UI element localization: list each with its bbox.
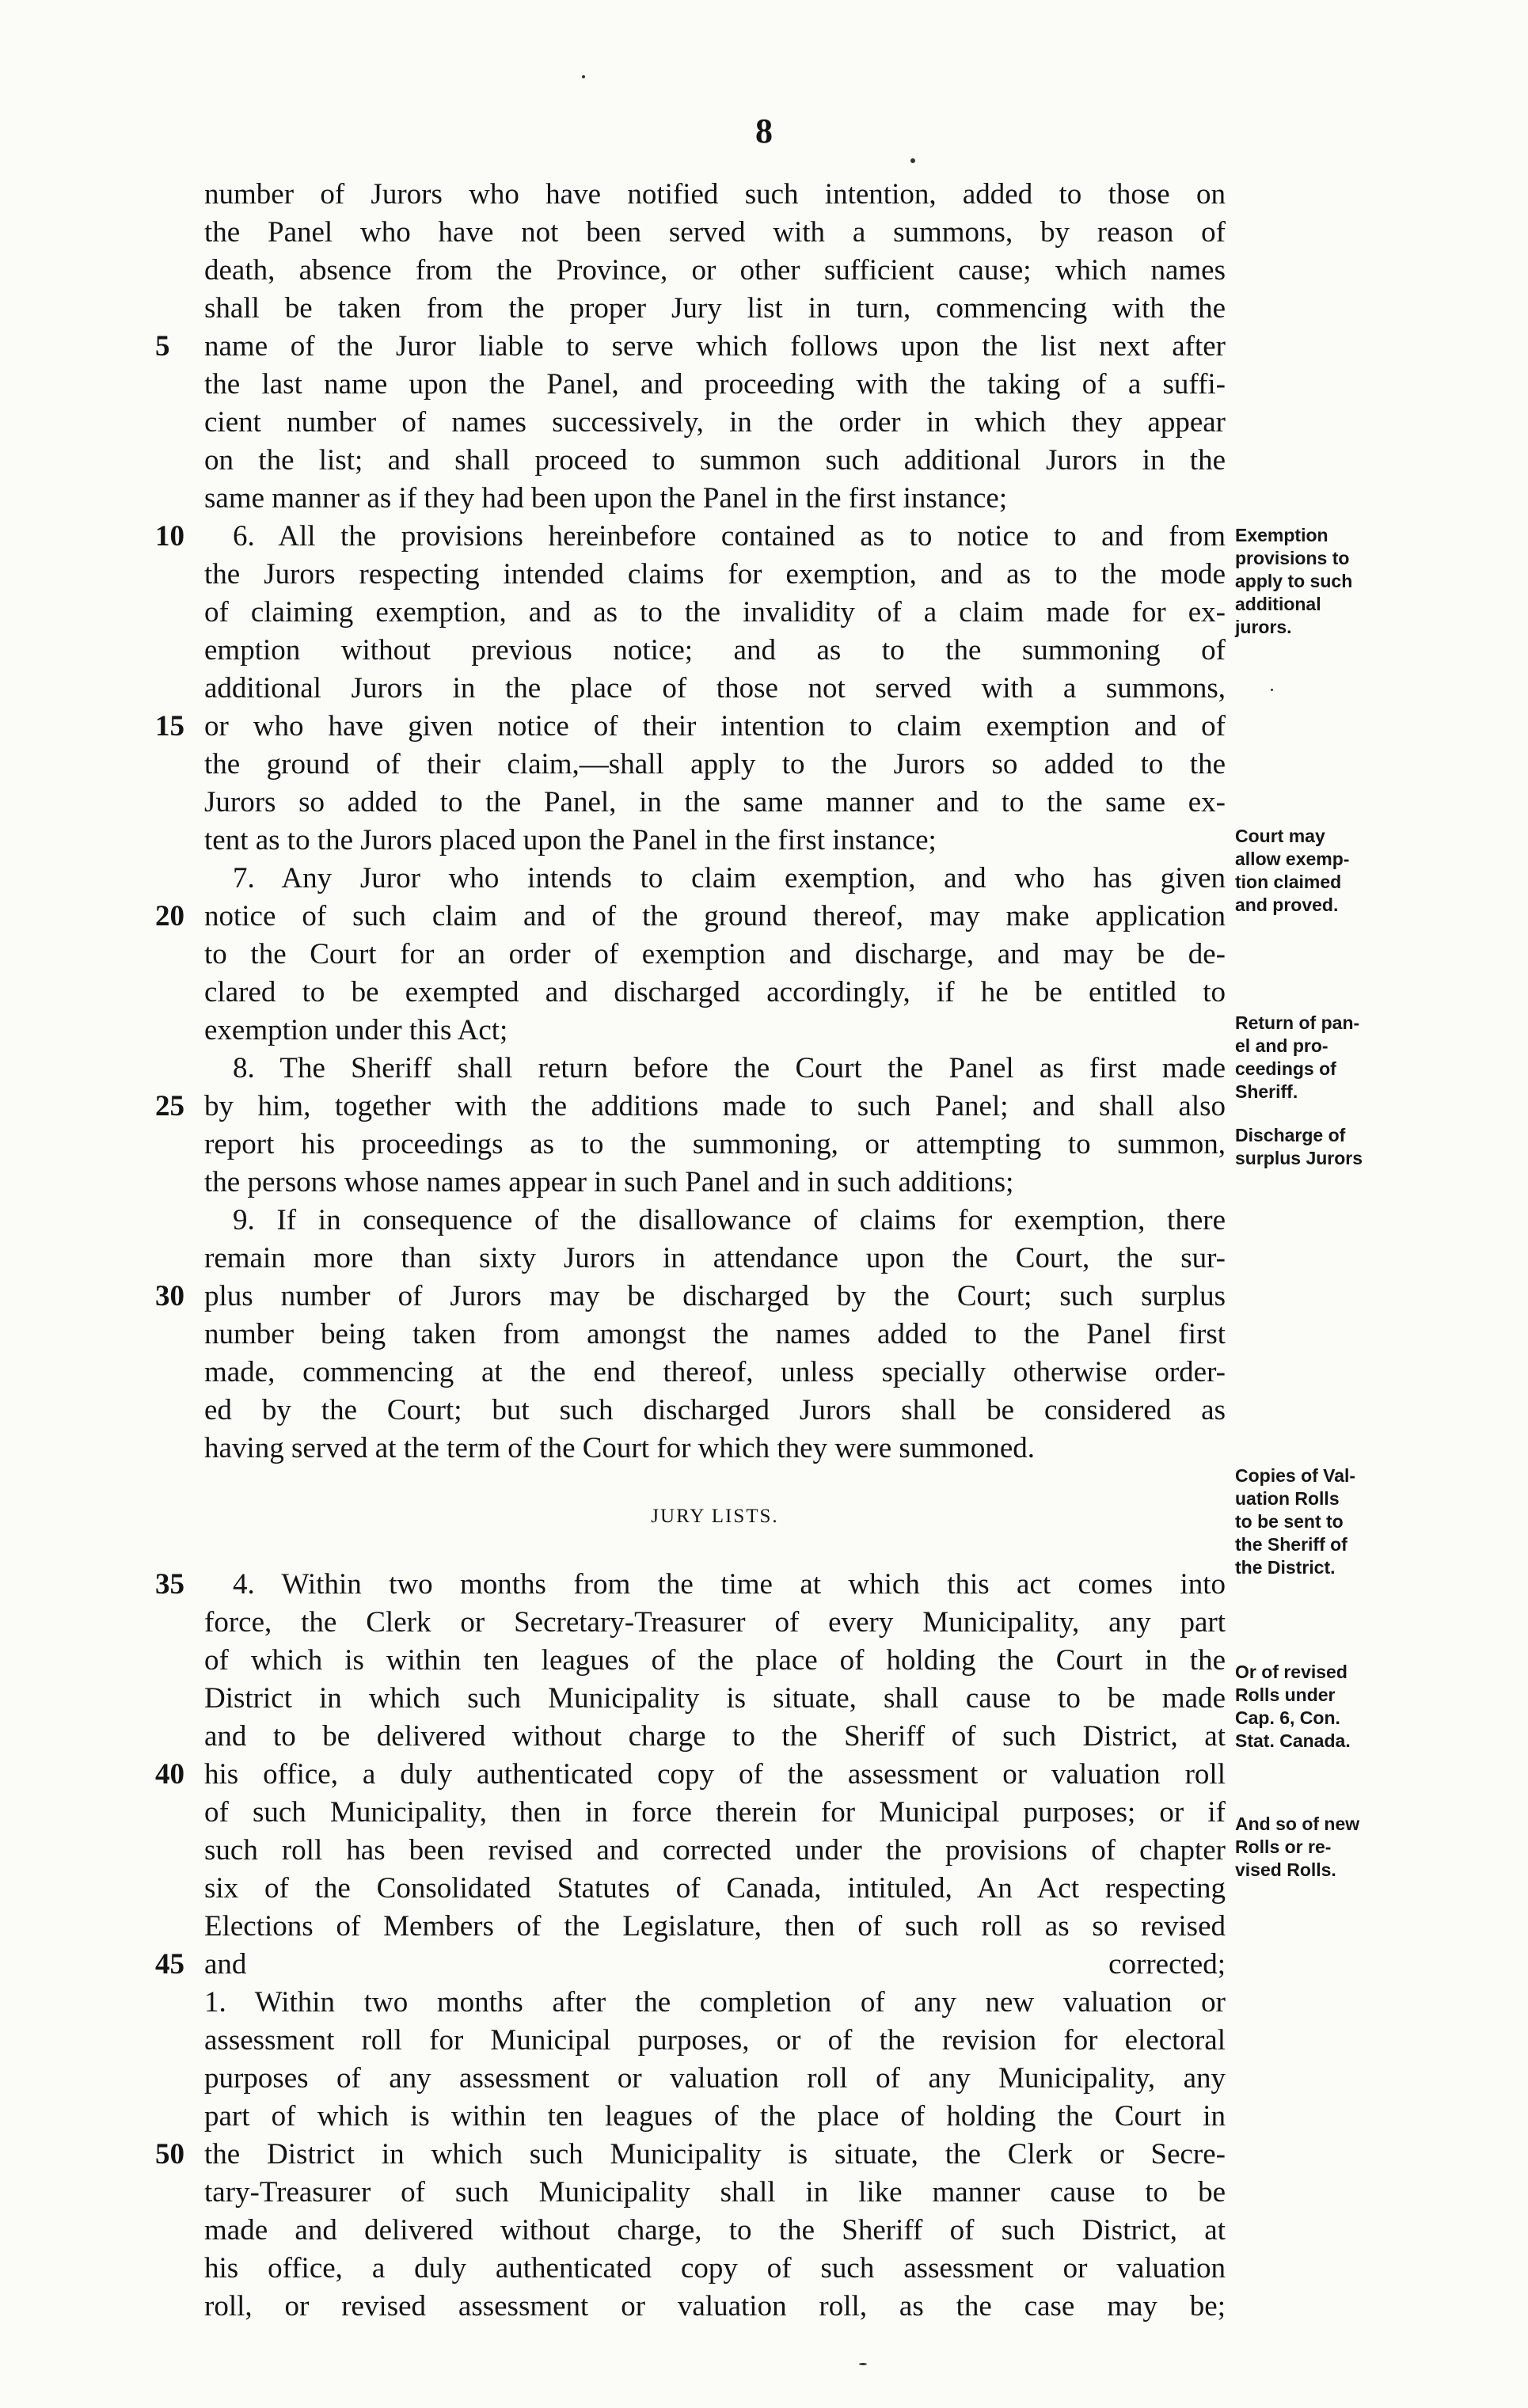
line-number: 50 <box>155 2138 184 2171</box>
line-text: tary-Treasurer of such Municipality shall in like manner cause to be <box>204 2176 1226 2209</box>
line-number: 40 <box>155 1758 184 1791</box>
text-line <box>204 1870 1226 1908</box>
line-text: clared to be exempted and discharged accordingly, if he be entitled to <box>204 976 1226 1008</box>
line-number: 5 <box>155 330 170 363</box>
line-text: the Jurors respecting intended claims for exemption, and as to the mode <box>204 558 1226 591</box>
line-text: such roll has been revised and corrected under the provisions of chapter <box>204 1834 1226 1867</box>
line-text: 8. The Sheriff shall return before the Court the Panel as first made <box>233 1052 1226 1084</box>
line-text: by him, together with the additions made to such Panel; and shall also <box>204 1090 1226 1122</box>
line-text: his office, a duly authenticated copy of such assessment or valuation <box>204 2252 1226 2285</box>
line-text: made, commencing at the end thereof, unless specially otherwise order- <box>204 1356 1226 1388</box>
text-line <box>204 2288 1226 2326</box>
line-text: on the list; and shall proceed to summon such additional Jurors in the <box>204 444 1226 477</box>
text-line <box>204 1164 1226 1202</box>
text-line <box>204 1642 1226 1680</box>
line-text: District in which such Municipality is situate, shall cause to be made <box>204 1682 1226 1715</box>
text-line <box>204 1126 1226 1164</box>
line-text: and to be delivered without charge to the Sheriff of such District, at <box>204 1720 1226 1753</box>
text-line <box>155 1946 1226 1984</box>
text-line <box>204 214 1226 252</box>
text-line <box>204 860 1226 898</box>
margin-note-new-rolls: And so of new Rolls or re- vised Rolls. <box>1235 1814 1360 1880</box>
text-line <box>204 1240 1226 1278</box>
text-line <box>204 670 1226 708</box>
text-line <box>204 556 1226 594</box>
line-text: 6. All the provisions hereinbefore contained as to notice to and from <box>233 520 1226 553</box>
line-text: the persons whose names appear in such Panel and in such additions; <box>204 1166 1014 1198</box>
line-number: 20 <box>155 900 184 932</box>
line-text: 1. Within two months after the completion of any new valuation or <box>204 1986 1226 2019</box>
line-text: number of Jurors who have notified such intention, added to those on <box>204 178 1226 211</box>
text-line <box>204 480 1226 518</box>
text-line <box>204 404 1226 442</box>
text-line <box>204 936 1226 974</box>
line-text: 4. Within two months from the time at which this act comes into <box>233 1568 1226 1601</box>
body-text <box>155 176 1226 2326</box>
line-text: shall be taken from the proper Jury list in turn, commencing with the <box>204 292 1226 325</box>
line-text: remain more than sixty Jurors in attendance upon the Court, the sur- <box>204 1242 1226 1274</box>
line-text: to the Court for an order of exemption and discharge, and may be de- <box>204 938 1226 970</box>
line-text: emption without previous notice; and as to the summoning of <box>204 634 1226 667</box>
line-number: 15 <box>155 710 184 743</box>
text-line <box>204 1050 1226 1088</box>
text-line <box>155 1278 1226 1316</box>
line-text: number being taken from amongst the names added to the Panel first <box>204 1318 1226 1350</box>
page-number: 8 <box>755 112 773 150</box>
text-line <box>204 2174 1226 2212</box>
margin-note-revised-rolls: Or of revised Rolls under Cap. 6, Con. Stat. Canada. <box>1235 1662 1351 1751</box>
text-line <box>204 822 1226 860</box>
text-line <box>204 2212 1226 2250</box>
line-text: of such Municipality, then in force therein for Municipal purposes; or if <box>204 1796 1226 1829</box>
line-text: name of the Juror liable to serve which follows upon the list next after <box>204 330 1226 363</box>
text-line <box>155 1088 1226 1126</box>
text-line <box>204 176 1226 214</box>
section-jury-lists <box>155 1566 1226 2326</box>
scan-speck <box>910 158 915 163</box>
line-text: of which is within ten leagues of the place of holding the Court in the <box>204 1644 1226 1677</box>
text-line <box>204 1392 1226 1430</box>
line-text: having served at the term of the Court for which they were summoned. <box>204 1432 1036 1464</box>
text-line <box>204 1794 1226 1832</box>
text-line <box>204 632 1226 670</box>
scan-speck <box>859 2363 867 2365</box>
text-line <box>204 1202 1226 1240</box>
text-line <box>155 2136 1226 2174</box>
line-text: notice of such claim and of the ground thereof, may make application <box>204 900 1226 932</box>
text-line <box>155 1756 1226 1794</box>
text-line <box>155 1566 1226 1604</box>
text-line <box>204 1604 1226 1642</box>
line-text: and corrected; <box>204 1948 1226 1981</box>
text-line <box>155 708 1226 746</box>
line-text: roll, or revised assessment or valuation roll, as the case may be; <box>204 2290 1226 2323</box>
text-line <box>204 1718 1226 1756</box>
text-line <box>204 252 1226 290</box>
text-line <box>204 442 1226 480</box>
line-text: the Panel who have not been served with a summons, by reason of <box>204 216 1226 249</box>
line-number: 35 <box>155 1568 184 1601</box>
margin-note-copies-of-valuation: Copies of Val- uation Rolls to be sent to the Sheriff of the District. <box>1235 1465 1356 1578</box>
line-text: cient number of names successively, in the order in which they appear <box>204 406 1226 439</box>
text-line <box>204 1012 1226 1050</box>
line-text: force, the Clerk or Secretary-Treasurer of every Municipality, any part <box>204 1606 1226 1639</box>
text-line <box>155 518 1226 556</box>
margin-note-exemption: Exemption provisions to apply to such additional jurors. <box>1235 525 1353 637</box>
line-text: of claiming exemption, and as to the invalidity of a claim made for ex- <box>204 596 1226 629</box>
text-line <box>204 366 1226 404</box>
line-text: same manner as if they had been upon the Panel in the first instance; <box>204 482 1008 515</box>
line-number: 10 <box>155 520 184 553</box>
line-text: assessment roll for Municipal purposes, or of the revision for electoral <box>204 2024 1226 2057</box>
line-text: six of the Consolidated Statutes of Canada, intituled, An Act respecting <box>204 1872 1226 1905</box>
text-line <box>204 2098 1226 2136</box>
text-line <box>204 746 1226 784</box>
line-text: the ground of their claim,—shall apply to the Jurors so added to the <box>204 748 1226 781</box>
line-text: report his proceedings as to the summoning, or attempting to summon, <box>204 1128 1226 1160</box>
line-text: the District in which such Municipality is situate, the Clerk or Secre- <box>204 2138 1226 2171</box>
line-number: 25 <box>155 1090 184 1122</box>
line-text: part of which is within ten leagues of the place of holding the Court in <box>204 2100 1226 2133</box>
text-line <box>204 2022 1226 2060</box>
text-line <box>204 1316 1226 1354</box>
scan-speck <box>582 75 585 78</box>
line-text: his office, a duly authenticated copy of the assessment or valuation roll <box>204 1758 1226 1791</box>
line-text: additional Jurors in the place of those not served with a summons, <box>204 672 1226 705</box>
line-text: death, absence from the Province, or other sufficient cause; which names <box>204 254 1226 287</box>
line-text: plus number of Jurors may be discharged by the Court; such surplus <box>204 1280 1226 1312</box>
line-text: or who have given notice of their intention to claim exemption and of <box>204 710 1226 743</box>
text-line <box>204 2250 1226 2288</box>
text-line <box>204 1908 1226 1946</box>
scan-speck <box>1271 689 1273 691</box>
text-line <box>204 1680 1226 1718</box>
text-line <box>155 328 1226 366</box>
text-line <box>204 1354 1226 1392</box>
line-text: ed by the Court; but such discharged Jurors shall be considered as <box>204 1394 1226 1426</box>
text-line <box>204 1832 1226 1870</box>
line-text: Jurors so added to the Panel, in the same manner and to the same ex- <box>204 786 1226 818</box>
line-text: the last name upon the Panel, and proceeding with the taking of a suffi- <box>204 368 1226 401</box>
line-text: 7. Any Juror who intends to claim exemption, and who has given <box>233 862 1226 894</box>
margin-note-return-of-panel: Return of pan- el and pro- ceedings of Sheriff. <box>1235 1012 1360 1102</box>
text-line <box>204 974 1226 1012</box>
section-continuation <box>155 176 1226 1468</box>
line-text: made and delivered without charge, to the Sheriff of such District, at <box>204 2214 1226 2247</box>
text-line <box>204 290 1226 328</box>
margin-note-court-may: Court may allow exemp- tion claimed and proved. <box>1235 826 1350 915</box>
line-number: 45 <box>155 1948 184 1981</box>
line-text: 9. If in consequence of the disallowance of claims for exemption, there <box>233 1204 1226 1236</box>
line-text: purposes of any assessment or valuation roll of any Municipality, any <box>204 2062 1226 2095</box>
line-number: 30 <box>155 1280 184 1312</box>
text-line <box>204 1430 1226 1468</box>
text-line <box>204 2060 1226 2098</box>
text-line <box>204 784 1226 822</box>
text-line <box>204 594 1226 632</box>
margin-note-discharge: Discharge of surplus Jurors <box>1235 1125 1363 1168</box>
text-line <box>204 1984 1226 2022</box>
line-text: tent as to the Jurors placed upon the Panel in the first instance; <box>204 824 937 856</box>
line-text: Elections of Members of the Legislature, then of such roll as so revised <box>204 1910 1226 1943</box>
line-text: exemption under this Act; <box>204 1014 508 1046</box>
section-heading-jury-lists: JURY LISTS. <box>651 1506 779 1527</box>
text-line <box>155 898 1226 936</box>
